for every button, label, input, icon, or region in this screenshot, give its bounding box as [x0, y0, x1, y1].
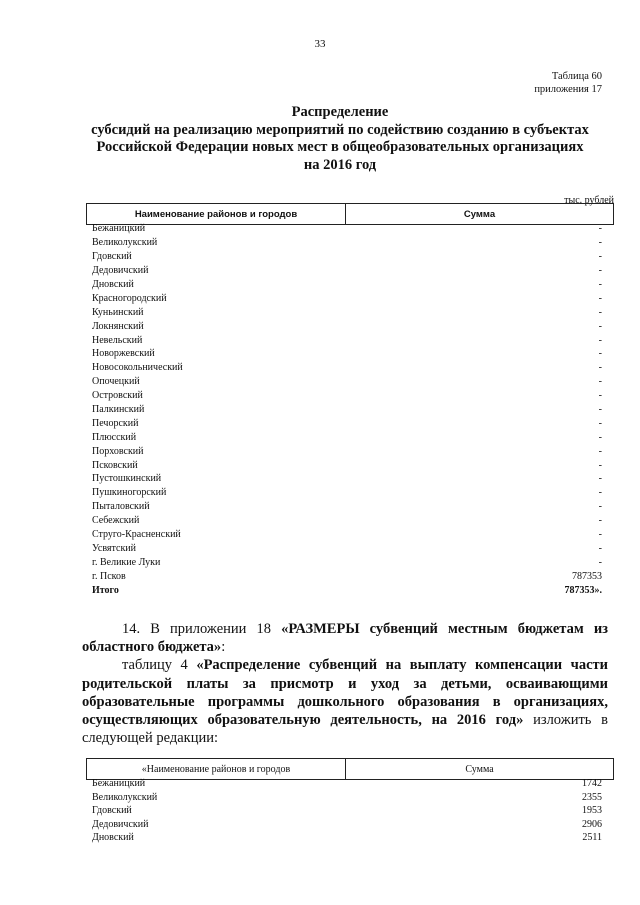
table1-row-value: - — [598, 265, 602, 277]
table1-row-name: Красногородский — [92, 292, 167, 304]
heading-line3: Российской Федерации новых мест в общеобразовательных организациях — [96, 139, 584, 155]
paragraph-2-lead: таблицу 4 — [122, 657, 197, 674]
table1-row — [92, 236, 602, 250]
table1-row-value: - — [598, 390, 602, 402]
table1-row — [92, 444, 602, 458]
table1-row-name: Новосокольнический — [92, 362, 183, 374]
table1-row — [92, 278, 602, 292]
table1-total-label: Итого — [92, 584, 119, 596]
units-label: тыс. рублей — [564, 195, 614, 206]
table1-row-value: - — [598, 515, 602, 527]
table1-row-value: - — [598, 487, 602, 499]
table2-header-sum: Сумма — [465, 763, 494, 775]
paragraph-2-tail: изложить в следующей редакции: — [82, 712, 609, 747]
table1-row-name: Плюсский — [92, 431, 137, 443]
table1-row-value: - — [598, 459, 602, 471]
table1-row — [92, 319, 602, 333]
table1-row-name: Дедовичский — [92, 265, 149, 277]
table1-row — [92, 347, 602, 361]
table1-row-value: - — [598, 292, 602, 304]
table1-row-value: - — [598, 306, 602, 318]
heading-line2: субсидий на реализацию мероприятий по содействию созданию в субъектах — [91, 121, 589, 138]
table1-row-value: - — [598, 556, 602, 568]
table1-row — [92, 291, 602, 305]
table1-row-value: - — [598, 404, 602, 416]
table1-row-value: - — [598, 237, 602, 249]
paragraph-1 — [82, 620, 608, 656]
table1-row — [92, 403, 602, 417]
table2-row — [92, 804, 602, 818]
table2-row-value: 2906 — [582, 818, 602, 830]
table1-row — [92, 500, 602, 514]
table1-row-name: Себежский — [92, 515, 140, 527]
table1-row — [92, 430, 602, 444]
table1-row-name: Островский — [92, 390, 143, 402]
table1-row — [92, 222, 602, 236]
table1-row-name: Бежаницкий — [92, 223, 146, 235]
table1-row-value: - — [598, 348, 602, 360]
table1-row-name: Струго-Красненский — [92, 529, 181, 541]
table2-row — [92, 831, 602, 845]
table2-row-value: 2355 — [582, 791, 602, 803]
paragraph-2 — [82, 656, 608, 747]
table2-row-value: 1742 — [582, 778, 602, 790]
table1-row — [92, 264, 602, 278]
table-reference — [534, 70, 602, 96]
table-reference-line1: Таблица 60 — [551, 71, 602, 82]
table1-row — [92, 528, 602, 542]
body-text — [82, 620, 608, 747]
table1-row-name: Усвятский — [92, 542, 136, 554]
table2-row-name: Гдовский — [92, 805, 132, 817]
table1-row-value: - — [598, 320, 602, 332]
document-heading — [60, 104, 620, 174]
table1-row — [92, 514, 602, 528]
table1-row — [92, 416, 602, 430]
table1-row-name: Великолукский — [92, 237, 158, 249]
table1-row-name: г. Псков — [92, 570, 126, 582]
table1-row-name: Дновский — [92, 279, 134, 290]
table1-header-name: Наименование районов и городов — [87, 204, 346, 224]
table1-row — [92, 569, 602, 583]
paragraph-1-bold: «РАЗМЕРЫ субвенций местным бюджетам из областного бюджета» — [82, 621, 608, 656]
table1-row-name: Куньинский — [92, 306, 144, 318]
table1-row-name: Опочецкий — [92, 376, 140, 388]
table1-row-value: - — [598, 417, 602, 429]
table1-row — [92, 486, 602, 500]
table1-row-name: Пустошкинский — [92, 473, 162, 485]
table-reference-line2: приложения 17 — [534, 84, 602, 95]
table1-row-name: Локнянский — [92, 320, 144, 332]
table1-row — [92, 250, 602, 264]
table1-row-name: Порховский — [92, 445, 144, 457]
table1-row-name: Печорский — [92, 417, 139, 429]
table1-row — [92, 458, 602, 472]
table1-row-value: - — [598, 251, 602, 263]
table1-header-sum: Сумма — [463, 208, 496, 220]
table1-row-value: - — [598, 542, 602, 554]
table1-row — [92, 472, 602, 486]
table1-row-name: г. Великие Луки — [92, 556, 161, 568]
table2-rows — [92, 777, 602, 845]
table1-row-value: - — [598, 223, 602, 235]
table1-row-value: - — [598, 445, 602, 457]
table1-row — [92, 375, 602, 389]
table1-row — [92, 305, 602, 319]
table1-row-value: - — [598, 334, 602, 346]
table1-rows — [92, 222, 602, 597]
table1-row-name: Невельский — [92, 334, 143, 346]
paragraph-1-lead: 14. В приложении 18 — [122, 621, 282, 637]
table1-row — [92, 333, 602, 347]
table1-row-name: Гдовский — [92, 251, 132, 263]
table1-row-name: Новоржевский — [92, 348, 155, 360]
paragraph-1-tail: : — [221, 639, 226, 656]
table2-row-name: Дновский — [92, 832, 134, 844]
table1-row-name: Пыталовский — [92, 501, 150, 513]
table1-total-value: 787353». — [564, 584, 602, 596]
table1-row-value: - — [598, 362, 602, 374]
table2-row — [92, 791, 602, 805]
table1-row-name: Палкинский — [92, 404, 145, 416]
table2-row-value: 1953 — [582, 805, 602, 817]
table2-row-value: 2511 — [582, 832, 602, 844]
table2-row-name: Бежаницкий — [92, 778, 146, 790]
table2-row — [92, 818, 602, 832]
heading-line1: Распределение — [291, 104, 389, 120]
table1-row-value: - — [598, 376, 602, 388]
table1-row-name: Пушкиногорский — [92, 487, 167, 499]
table1-row-value: - — [598, 473, 602, 485]
table1-row — [92, 361, 602, 375]
table2-row-name: Дедовичский — [92, 818, 149, 830]
table1-total-row — [92, 583, 602, 597]
table2-row — [92, 777, 602, 791]
table1-row — [92, 389, 602, 403]
table1-row-value: 787353 — [572, 570, 602, 582]
table1-row — [92, 555, 602, 569]
table1-row — [92, 541, 602, 555]
heading-line4: на 2016 год — [303, 156, 377, 173]
paragraph-2-bold: «Распределение субвенций на выплату компенсации части родительской платы за присмотр и уход за детьми, осваивающими образовательные программы дошкольного образования в организациях, осуществляющих образовательную деятельность, на 2016 год» — [82, 657, 608, 729]
table1-row-value: - — [598, 529, 602, 541]
table1-row-name: Псковский — [92, 459, 138, 471]
table1-row-value: - — [598, 431, 602, 443]
table2-row-name: Великолукский — [92, 791, 158, 803]
table1-row-value: - — [598, 501, 602, 513]
page-number: 33 — [314, 38, 326, 50]
table2-header-name: «Наименование районов и городов — [87, 759, 346, 779]
table1-row-value: - — [598, 279, 602, 290]
